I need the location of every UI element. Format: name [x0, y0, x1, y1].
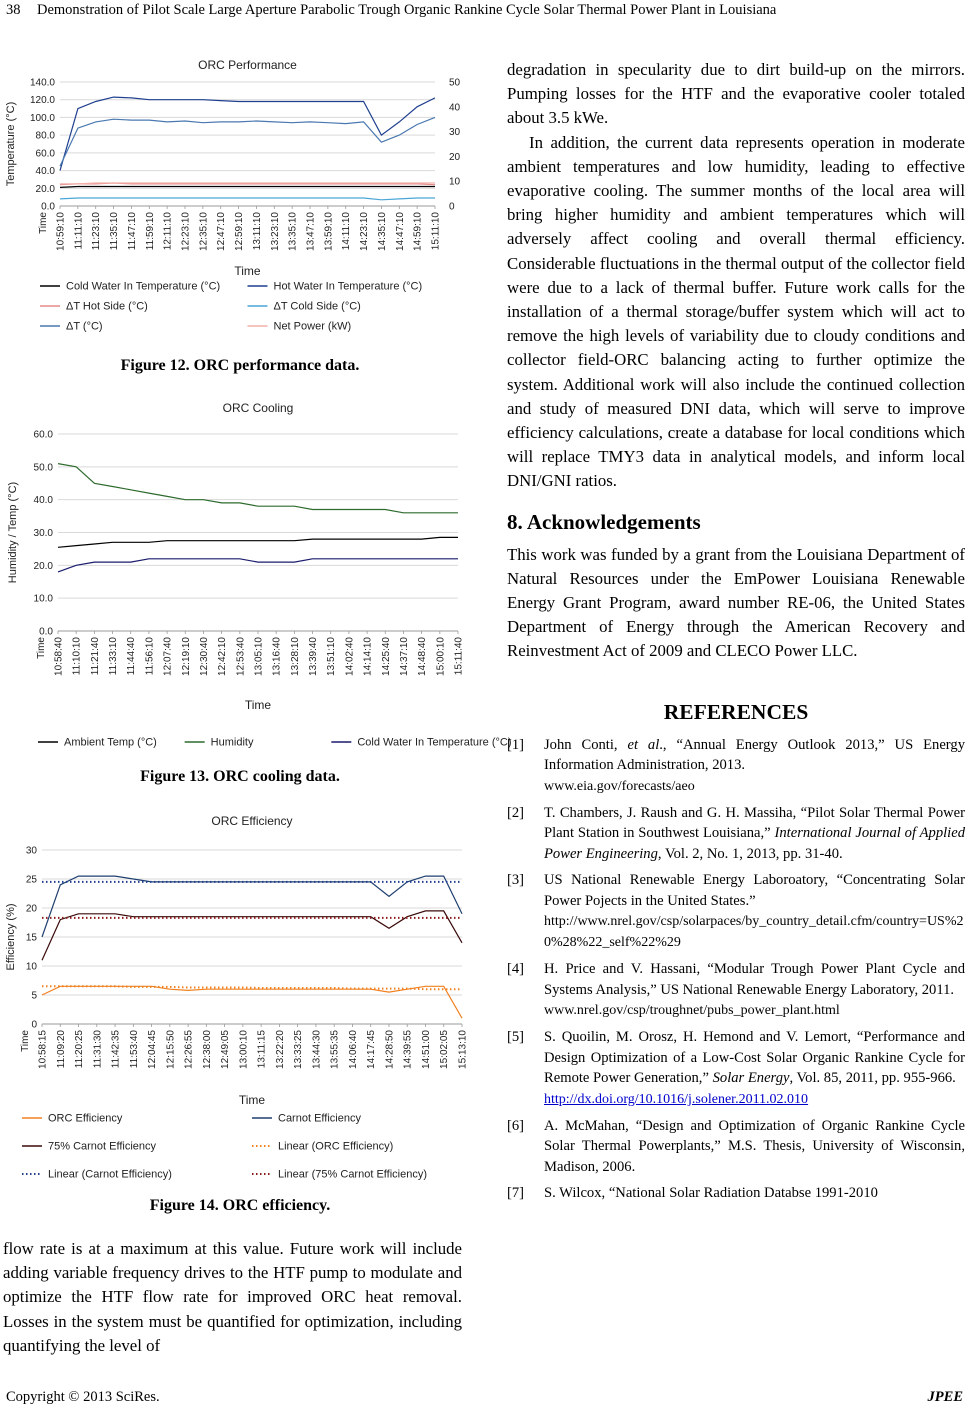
- x-tick-label: 12:42:10: [217, 637, 229, 676]
- x-tick-label: 13:11:10: [251, 212, 263, 251]
- x-tick-label: 12:15:50: [165, 1030, 177, 1069]
- figure-14-chart: [0, 808, 480, 1190]
- legend-label: Humidity: [210, 736, 254, 749]
- x-tick-label: 14:14:10: [362, 637, 374, 676]
- series-line: [60, 198, 435, 200]
- x-tick-label: 12:04:45: [147, 1030, 159, 1069]
- x-tick-label: 14:39:55: [402, 1030, 414, 1069]
- legend-label: Cold Water In Temperature (°C): [357, 736, 512, 749]
- x-tick-label: 11:59:10: [144, 212, 156, 251]
- paragraph-2: In addition, the current data represents operation in moderate ambient temperatures and low humidity, leading to effective evaporative cooling. The summer months of the local area will bring higher humidity and ambient temperatures which will adversely affect cooling and overall thermal efficiency. Considerable fluctuations in the thermal output of the collector field were due to a lack of thermal buffer. Future work calls for the installation of a thermal storage/buffer system which will act to remove the high levels of variability due to cloudy conditions and collector field-ORC balancing acting to further optimize the system. Additional work will also include the continued collection and study of measured DNI data, which will serve to improve efficiency calculations, create a database for local conditions which will replace TMY3 data in analytical models, and inform local DNI/GNI ratios.: [507, 132, 965, 491]
- y-tick-label: 30.0: [33, 528, 53, 539]
- y-axis-label: Humidity / Temp (°C): [7, 481, 19, 584]
- x-tick-label: 14:23:10: [359, 212, 371, 251]
- running-header: [0, 2, 969, 26]
- y2-tick-label: 0: [449, 201, 455, 213]
- y-tick-label: 120.0: [29, 95, 55, 107]
- page-number: 38: [6, 2, 21, 18]
- x-tick-label: 13:05:10: [253, 637, 265, 676]
- x-tick-label: 12:30:40: [198, 637, 210, 676]
- series-line: [58, 537, 458, 547]
- x-tick-label: 13:51:10: [326, 637, 338, 676]
- x-tick-label: 11:53:40: [128, 1030, 140, 1069]
- legend-label: Carnot Efficiency: [278, 1112, 361, 1125]
- x-tick-label: 14:35:10: [376, 212, 388, 251]
- reference-7: [7] S. Wilcox, “National Solar Radiation Databse 1991-2010: [507, 1185, 878, 1202]
- y-tick-label: 20: [25, 903, 37, 915]
- x-tick-label: 13:16:40: [271, 637, 283, 676]
- right-column: [507, 58, 965, 1204]
- x-axis-label: Time: [244, 698, 272, 712]
- x-axis-time-label: Time: [38, 212, 49, 234]
- x-tick-label: 12:35:10: [198, 212, 210, 251]
- x-tick-label: 13:35:10: [287, 212, 299, 251]
- y-tick-label: 50.0: [33, 462, 53, 474]
- x-tick-label: 13:39:40: [308, 637, 320, 676]
- x-tick-label: 10:59:10: [55, 212, 67, 251]
- left-column-text: [3, 1237, 462, 1358]
- y-tick-label: 0: [31, 1019, 37, 1031]
- y2-tick-label: 40: [449, 102, 461, 114]
- legend-label: Hot Water In Temperature (°C): [273, 280, 423, 293]
- x-tick-label: 14:37:10: [398, 637, 410, 676]
- x-tick-label: 14:48:40: [417, 637, 429, 676]
- figure-12-chart: [0, 52, 480, 352]
- reference-5: [5] S. Quoilin, M. Orosz, H. Hemond and V. Lemort, “Performance and Design Optimization of a Low-Cost Solar Organic Rankine Cycle for Remote Power Generation,” Solar Energy, Vol. 85, 2011, pp. 955-966. http://dx.doi.org/10.1016/j.solener.2011.02.010: [507, 1029, 965, 1107]
- x-tick-label: 11:44:40: [126, 637, 138, 676]
- y-tick-label: 20.0: [33, 560, 53, 572]
- acknowledgements-heading: 8. Acknowledgements: [507, 509, 701, 534]
- x-tick-label: 12:07:40: [162, 637, 174, 676]
- x-tick-label: 12:26:55: [183, 1030, 195, 1069]
- copyright: Copyright © 2013 SciRes.: [6, 1389, 160, 1405]
- x-tick-label: 15:02:05: [439, 1030, 451, 1069]
- legend-label: ORC Efficiency: [48, 1112, 123, 1125]
- y-tick-label: 15: [25, 932, 37, 944]
- y2-tick-label: 20: [449, 151, 461, 163]
- left-paragraph: flow rate is at a maximum at this value. Future work will include adding variable frequency drives to the HTF pump to modulate and optimize the HTF flow rate for improved ORC heat removal. Losses in the system must be quantified for optimization, including quantifying the level of: [3, 1239, 462, 1355]
- y-axis-label: Efficiency (%): [5, 903, 17, 971]
- reference-5-doi-link[interactable]: http://dx.doi.org/10.1016/j.solener.2011.02.010: [544, 1091, 809, 1107]
- running-title: Demonstration of Pilot Scale Large Aperture Parabolic Trough Organic Rankine Cycle Solar Thermal Power Plant in Louisiana: [37, 2, 777, 18]
- y-tick-label: 80.0: [35, 130, 55, 142]
- references-heading: REFERENCES: [663, 699, 809, 724]
- y-tick-label: 25: [25, 874, 37, 886]
- y-tick-label: 20.0: [35, 183, 55, 195]
- x-axis-time-label: Time: [20, 1030, 31, 1052]
- chart-title: ORC Cooling: [222, 401, 294, 415]
- chart-title: ORC Efficiency: [211, 814, 293, 828]
- x-tick-label: 11:21:40: [89, 637, 101, 676]
- x-tick-label: 11:42:35: [110, 1030, 122, 1069]
- x-tick-label: 14:17:45: [366, 1030, 378, 1069]
- x-tick-label: 14:02:40: [344, 637, 356, 676]
- y-tick-label: 40.0: [33, 495, 53, 507]
- legend-label: Cold Water In Temperature (°C): [66, 280, 221, 293]
- x-tick-label: 12:49:05: [220, 1030, 232, 1069]
- legend-label: Ambient Temp (°C): [64, 736, 157, 749]
- x-tick-label: 12:23:10: [180, 212, 192, 251]
- x-tick-label: 11:35:10: [109, 212, 121, 251]
- x-tick-label: 15:00:10: [435, 637, 447, 676]
- x-tick-label: 11:56:10: [144, 637, 156, 676]
- x-tick-label: 11:09:20: [55, 1030, 67, 1069]
- legend-label: Linear (ORC Efficiency): [278, 1140, 394, 1153]
- x-tick-label: 11:23:10: [91, 212, 103, 251]
- x-tick-label: 13:22:20: [274, 1030, 286, 1069]
- x-tick-label: 15:11:10: [430, 212, 442, 251]
- journal-abbrev: JPEE: [927, 1389, 963, 1405]
- legend-label: 75% Carnot Efficiency: [48, 1140, 157, 1153]
- x-tick-label: 12:11:10: [162, 212, 174, 251]
- x-tick-label: 12:19:10: [180, 637, 192, 676]
- x-tick-label: 14:11:10: [341, 212, 353, 251]
- x-tick-label: 13:33:25: [293, 1030, 305, 1069]
- figure-12-caption: Figure 12. ORC performance data.: [120, 357, 360, 374]
- legend-label: ΔT Hot Side (°C): [66, 300, 148, 313]
- x-tick-label: 14:28:50: [384, 1030, 396, 1069]
- x-tick-label: 11:31:30: [92, 1030, 104, 1069]
- x-tick-label: 13:59:10: [323, 212, 335, 251]
- reference-4-url: www.nrel.gov/csp/troughnet/pubs_power_plant.html: [544, 1003, 840, 1019]
- x-tick-label: 10:58:15: [37, 1030, 49, 1069]
- x-tick-label: 14:59:10: [412, 212, 424, 251]
- y-tick-label: 0.0: [41, 201, 55, 213]
- x-tick-label: 14:25:40: [380, 637, 392, 676]
- x-tick-label: 13:00:10: [238, 1030, 250, 1069]
- y-tick-label: 0.0: [39, 626, 53, 638]
- x-tick-label: 10:58:40: [53, 637, 65, 676]
- y-tick-label: 10.0: [33, 593, 53, 605]
- x-tick-label: 12:59:10: [234, 212, 246, 251]
- x-tick-label: 15:11:40: [453, 637, 465, 676]
- series-line: [58, 464, 458, 513]
- y-tick-label: 100.0: [29, 112, 55, 124]
- reference-4: [4] H. Price and V. Hassani, “Modular Trough Power Plant Cycle and Systems Analysis,” US National Renewable Energy Laboratory, 2011. www.nrel.gov/csp/troughnet/pubs_power_plant.html: [507, 961, 965, 1019]
- figure-13-caption: Figure 13. ORC cooling data.: [140, 768, 340, 785]
- acknowledgements-text: This work was funded by a grant from the Louisiana Department of Natural Resources under the EmPower Louisiana Renewable Energy Grant Program, award number RE-06, the United States Department of Energy through the American Recovery and Reinvestment Act of 2009 and CLECO Power LLC.: [507, 544, 965, 661]
- x-tick-label: 15:13:10: [457, 1030, 469, 1069]
- x-tick-label: 13:28:10: [289, 637, 301, 676]
- series-line: [60, 187, 435, 188]
- series-line: [60, 117, 435, 166]
- reference-3-url: http://www.nrel.gov/csp/solarpaces/by_country_detail.cfm/country=US%20%28%22_self%22%29: [544, 914, 964, 951]
- x-tick-label: 13:44:30: [311, 1030, 323, 1069]
- reference-6: [6] A. McMahan, “Design and Optimization of Organic Rankine Cycle Solar Thermal Powerplants,” M.S. Thesis, University of Wisconsin, Madison, 2006.: [507, 1117, 965, 1175]
- series-line: [42, 986, 462, 1018]
- x-tick-label: 11:11:10: [73, 212, 85, 250]
- chart-title: ORC Performance: [198, 58, 297, 72]
- x-tick-label: 14:51:00: [420, 1030, 432, 1069]
- x-tick-label: 12:38:00: [201, 1030, 213, 1069]
- reference-2: [2] T. Chambers, J. Raush and G. H. Massiha, “Pilot Solar Thermal Power Plant Station in Southwest Louisiana,” International Journal of Applied Power Engineering, Vol. 2, No. 1, 2013, pp. 31-40.: [507, 804, 965, 862]
- x-tick-label: 13:55:35: [329, 1030, 341, 1069]
- x-tick-label: 12:47:10: [216, 212, 228, 251]
- x-tick-label: 11:47:10: [126, 212, 138, 251]
- series-line: [60, 97, 435, 171]
- x-tick-label: 13:11:15: [256, 1030, 268, 1069]
- legend-label: ΔT (°C): [66, 320, 103, 333]
- legend-label: ΔT Cold Side (°C): [273, 300, 361, 313]
- x-axis-label: Time: [234, 264, 261, 278]
- series-line: [42, 876, 462, 937]
- x-axis-time-label: Time: [36, 637, 47, 659]
- y-tick-label: 10: [25, 961, 37, 973]
- x-tick-label: 14:47:10: [394, 212, 406, 251]
- x-tick-label: 11:33:10: [108, 637, 120, 676]
- reference-1-url: www.eia.gov/forecasts/aeo: [544, 778, 695, 794]
- y-tick-label: 60.0: [33, 429, 53, 441]
- paragraph-1: degradation in specularity due to dirt build-up on the mirrors. Pumping losses for the HTF and the evaporative cooler totaled about 3.5 kWe.: [507, 60, 965, 128]
- reference-3: [3] US National Renewable Energy Laboroatory, “Concentrating Solar Power Pojects in the United States.” http://www.nrel.gov/csp/solarpaces/by_country_detail.cfm/country=US%20%28%22_self%22%29: [507, 872, 965, 951]
- reference-1: [1] John Conti, et al., “Annual Energy Outlook 2013,” US Energy Information Administration, 2013. www.eia.gov/forecasts/aeo: [507, 736, 965, 794]
- y2-tick-label: 10: [449, 176, 461, 188]
- y-tick-label: 30: [25, 845, 37, 857]
- x-tick-label: 11:10:10: [71, 637, 83, 676]
- y2-tick-label: 50: [449, 77, 461, 89]
- x-tick-label: 12:53:40: [235, 637, 247, 676]
- figure-14-caption: Figure 14. ORC efficiency.: [149, 1197, 331, 1214]
- legend-label: Net Power (kW): [273, 320, 352, 333]
- y-tick-label: 5: [31, 990, 37, 1002]
- legend-label: Linear (Carnot Efficiency): [48, 1168, 172, 1181]
- y-tick-label: 60.0: [35, 148, 55, 160]
- figure-13-chart: [0, 396, 512, 761]
- x-axis-label: Time: [238, 1093, 266, 1107]
- x-tick-label: 14:06:40: [347, 1030, 359, 1069]
- x-tick-label: 13:23:10: [269, 212, 281, 251]
- x-tick-label: 13:47:10: [305, 212, 317, 251]
- y-axis-label: Temperature (°C): [5, 101, 17, 187]
- y-tick-label: 140.0: [29, 77, 55, 89]
- y2-tick-label: 30: [449, 127, 461, 139]
- x-tick-label: 11:20:25: [74, 1030, 86, 1069]
- legend-label: Linear (75% Carnot Efficiency): [278, 1168, 427, 1181]
- y-tick-label: 40.0: [35, 166, 55, 178]
